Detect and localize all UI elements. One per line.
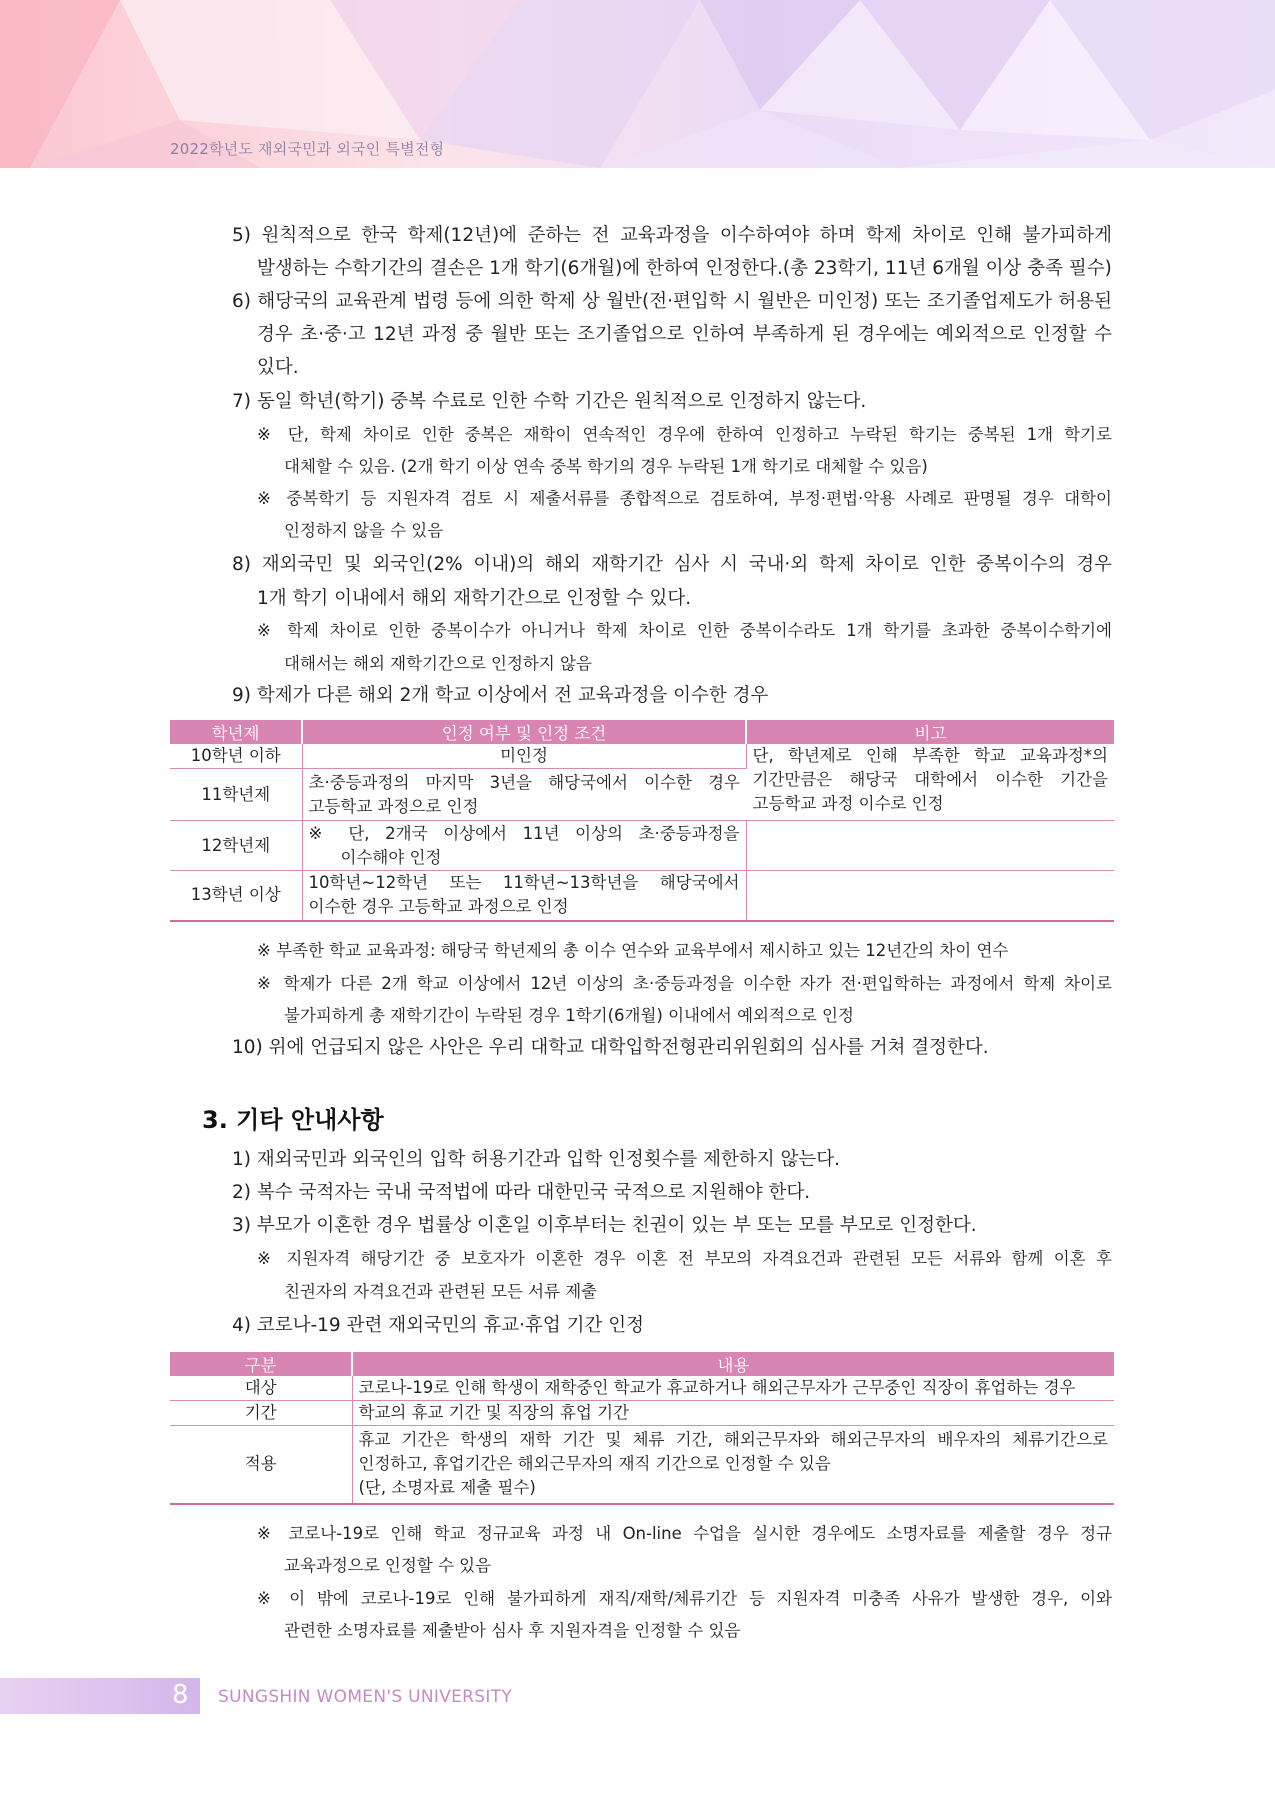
s3-item-3: 3) 부모가 이혼한 경우 법률상 이혼일 이후부터는 친권이 있는 부 또는 모를 부모로 인정한다.: [232, 1215, 977, 1236]
covid-note-2-line-2: 관련한 소명자료를 제출받아 심사 후 지원자격을 인정할 수 있음: [284, 1621, 741, 1640]
table1-cell-note: 단, 학년제로 인해 부족한 학교 교육과정*의 기간만큼은 해당국 대학에서 이수한 기간을 고등학교 과정 이수로 인정: [746, 744, 1114, 821]
s3-item-2: 2) 복수 국적자는 국내 국적법에 따라 대한민국 국적으로 지원해야 한다.: [232, 1182, 811, 1203]
table1-cell-grade: 13학년 이상: [170, 871, 302, 921]
note-7-1-line-1: ※ 단, 학제 차이로 인한 중복은 재학이 연속적인 경우에 한하여 인정하고 누락된 학기는 중복된 1개 학기로: [257, 425, 1112, 444]
covid-note-1-line-2: 교육과정으로 인정할 수 있음: [284, 1556, 492, 1575]
item-5-line-1: 5) 원칙적으로 한국 학제(12년)에 준하는 전 교육과정을 이수하여야 하며 학제 차이로 인해 불가피하게: [232, 225, 1112, 246]
item-8-line-2: 1개 학기 이내에서 해외 재학기간으로 인정할 수 있다.: [257, 588, 692, 609]
s3-note-line-1: ※ 지원자격 해당기간 중 보호자가 이혼한 경우 이혼 전 부모의 자격요건과 관련된 모든 서류와 함께 이혼 후: [257, 1249, 1112, 1268]
table2-cell-content: 학교의 휴교 기간 및 직장의 휴업 기간: [352, 1401, 1114, 1426]
item-10: 10) 위에 언급되지 않은 사안은 우리 대학교 대학입학전형관리위원회의 심사를 거쳐 결정한다.: [232, 1037, 989, 1058]
table2-cell-content: 코로나-19로 인해 학생이 재학중인 학교가 휴교하거나 해외근무자가 근무중인 직장이 휴업하는 경우: [352, 1376, 1114, 1401]
table1-header-grade: 학년제: [170, 720, 302, 744]
table2-cell-label: 적용: [170, 1426, 352, 1504]
table2-header-content: 내용: [352, 1352, 1114, 1376]
note-8-line-1: ※ 학제 차이로 인한 중복이수가 아니거나 학제 차이로 인한 중복이수라도 1개 학기를 초과한 중복이수학기에: [257, 621, 1112, 640]
note-multi-school-line-2: 불가피하게 총 재학기간이 누락된 경우 1학기(6개월) 이내에서 예외적으로 인정: [284, 1006, 854, 1025]
table1-cell-condition: ※ 단, 2개국 이상에서 11년 이상의 초·중등과정을 이수해야 인정: [302, 821, 746, 871]
document-header-title: 2022학년도 재외국민과 외국인 특별전형: [170, 140, 445, 158]
item-7: 7) 동일 학년(학기) 중복 수료로 인한 수학 기간은 원칙적으로 인정하지 않는다.: [232, 391, 867, 412]
table1-cell-note-empty: [746, 871, 1114, 921]
table1-cell-condition: 초·중등과정의 마지막 3년을 해당국에서 이수한 경우 고등학교 과정으로 인정: [302, 769, 746, 821]
table1-cell-grade: 12학년제: [170, 821, 302, 871]
covid-note-1-line-1: ※ 코로나-19로 인해 학교 정규교육 과정 내 On-line 수업을 실시한 경우에도 소명자료를 제출할 경우 정규: [257, 1524, 1112, 1543]
table1-cell-condition: 10학년~12학년 또는 11학년~13학년을 해당국에서 이수한 경우 고등학교 과정으로 인정: [302, 871, 746, 921]
s3-item-4: 4) 코로나-19 관련 재외국민의 휴교·휴업 기간 인정: [232, 1315, 645, 1336]
table2-cell-label: 기간: [170, 1401, 352, 1426]
section-3-title: 3. 기타 안내사항: [202, 1106, 384, 1134]
note-7-2-line-2: 인정하지 않을 수 있음: [284, 521, 444, 540]
covid-note-2-line-1: ※ 이 밖에 코로나-19로 인해 불가피하게 재직/재학/체류기간 등 지원자격 미충족 사유가 발생한 경우, 이와: [257, 1589, 1112, 1608]
item-8-line-1: 8) 재외국민 및 외국인(2% 이내)의 해외 재학기간 심사 시 국내·외 학제 차이로 인한 중복이수의 경우: [232, 554, 1112, 575]
item-6-line-1: 6) 해당국의 교육관계 법령 등에 의한 학제 상 월반(전·편입학 시 월반은 미인정) 또는 조기졸업제도가 허용된: [232, 291, 1112, 312]
table1-cell-condition: 미인정: [302, 744, 746, 769]
note-shortage-definition: ※ 부족한 학교 교육과정: 해당국 학년제의 총 이수 연수와 교육부에서 제시하고 있는 12년간의 차이 연수: [257, 941, 1009, 960]
item-9: 9) 학제가 다른 해외 2개 학교 이상에서 전 교육과정을 이수한 경우: [232, 685, 769, 706]
grade-system-table: [170, 720, 1114, 922]
note-7-2-line-1: ※ 중복학기 등 지원자격 검토 시 제출서류를 종합적으로 검토하여, 부정·편법·악용 사례로 판명될 경우 대학이: [257, 489, 1112, 508]
item-6-line-3: 있다.: [257, 357, 299, 378]
item-6-line-2: 경우 초·중·고 12년 과정 중 월반 또는 조기졸업으로 인하여 부족하게 된 경우에는 예외적으로 인정할 수: [257, 324, 1112, 345]
covid-period-table: [170, 1352, 1114, 1505]
footer-band: [0, 1678, 1275, 1714]
table1-cell-grade: 10학년 이하: [170, 744, 302, 769]
table2-cell-label: 대상: [170, 1376, 352, 1401]
note-7-1-line-2: 대체할 수 있음. (2개 학기 이상 연속 중복 학기의 경우 누락된 1개 학기로 대체할 수 있음): [284, 457, 928, 476]
table2-cell-content: 휴교 기간은 학생의 재학 기간 및 체류 기간, 해외근무자와 해외근무자의 배우자의 체류기간으로 인정하고, 휴업기간은 해외근무자의 재직 기간으로 인정할 수 있음 (단, 소명자료 제출 필수): [352, 1426, 1114, 1504]
table2-header-category: 구분: [170, 1352, 352, 1376]
table1-cell-grade: 11학년제: [170, 769, 302, 821]
note-8-line-2: 대해서는 해외 재학기간으로 인정하지 않음: [284, 654, 592, 673]
page-number: 8: [172, 1680, 189, 1710]
footer-graphic: [0, 1678, 1275, 1714]
note-multi-school-line-1: ※ 학제가 다른 2개 학교 이상에서 12년 이상의 초·중등과정을 이수한 자가 전·편입학하는 과정에서 학제 차이로: [257, 974, 1112, 993]
item-5-line-2: 발생하는 수학기간의 결손은 1개 학기(6개월)에 한하여 인정한다.(총 23학기, 11년 6개월 이상 충족 필수): [257, 258, 1112, 279]
footer-university-name: SUNGSHIN WOMEN'S UNIVERSITY: [218, 1687, 513, 1707]
s3-item-1: 1) 재외국민과 외국인의 입학 허용기간과 입학 인정횟수를 제한하지 않는다.: [232, 1149, 841, 1170]
table1-cell-note-empty: [746, 821, 1114, 871]
s3-note-line-2: 친권자의 자격요건과 관련된 모든 서류 제출: [284, 1282, 598, 1301]
table1-header-note: 비고: [746, 720, 1114, 744]
table1-header-condition: 인정 여부 및 인정 조건: [302, 720, 746, 744]
